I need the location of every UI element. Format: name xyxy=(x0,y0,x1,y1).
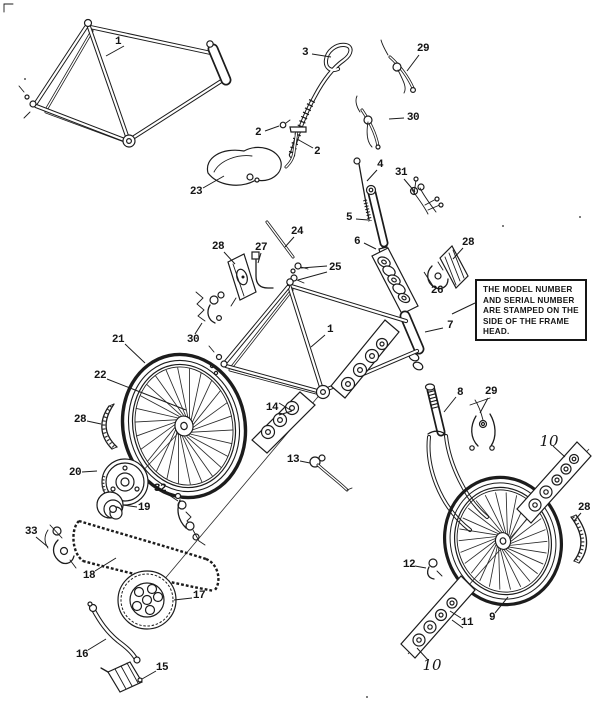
bearing-plate-head xyxy=(331,320,399,398)
callout-32-derailleur: 32 xyxy=(153,483,167,495)
callout-12-clamp: 12 xyxy=(402,559,416,571)
callout-16-crank: 16 xyxy=(75,649,89,661)
callout-7-head-tube: 7 xyxy=(446,320,454,332)
callout-24-rod: 24 xyxy=(290,226,304,238)
caliper-brake-29 xyxy=(470,398,495,450)
reflector-28-left xyxy=(228,254,256,306)
brake-part-30-left xyxy=(196,292,224,323)
note-line: THE MODEL NUMBER xyxy=(483,285,573,294)
clamp-33 xyxy=(45,525,76,568)
leader-lines xyxy=(36,46,581,679)
callout-21-tire: 21 xyxy=(111,334,125,346)
note-line: SIDE OF THE FRAME xyxy=(483,316,570,326)
callout-28-reflector-top: 28 xyxy=(461,237,475,249)
note-line: HEAD. xyxy=(483,327,510,337)
callout-22-spoke: 22 xyxy=(93,370,107,382)
model-number-note xyxy=(475,279,587,341)
callout-9-rim: 9 xyxy=(488,612,496,624)
callout-18-chain: 18 xyxy=(82,570,96,582)
callout-29-lever: 29 xyxy=(416,43,430,55)
rod-24 xyxy=(267,222,293,257)
callout-10-axle-upper: 10 xyxy=(539,432,559,450)
callout-1-frame: 1 xyxy=(114,36,122,48)
callout-6-wedge: 6 xyxy=(353,236,361,248)
head-tube-7 xyxy=(405,316,424,371)
callout-3-handlebar: 3 xyxy=(301,47,309,59)
callout-20-hub: 20 xyxy=(68,467,82,479)
pedal-15 xyxy=(101,662,142,692)
fender-strip-28-left xyxy=(102,404,117,449)
callout-25-screws: 25 xyxy=(328,262,342,274)
callout-1-frame-exploded: 1 xyxy=(326,324,334,336)
note-line: AND SERIAL NUMBER xyxy=(483,295,575,305)
handlebar xyxy=(289,45,350,158)
bracket-27 xyxy=(252,252,273,288)
callout-27-bracket: 27 xyxy=(254,242,268,254)
bearing-plate-14 xyxy=(252,392,315,453)
callout-30-part: 30 xyxy=(186,334,200,346)
callout-28-strip-left: 28 xyxy=(73,414,87,426)
callout-28-strip-right: 28 xyxy=(577,502,591,514)
callout-14-bearings: 14 xyxy=(265,402,279,414)
kickstand-13 xyxy=(310,455,352,490)
page-corner-mark xyxy=(4,4,13,12)
callout-15-pedal: 15 xyxy=(155,662,169,674)
callout-29-caliper: 29 xyxy=(484,386,498,398)
callout-31: 31 xyxy=(394,167,408,179)
sprocket-19 xyxy=(97,492,123,519)
callout-17-chainwheel: 17 xyxy=(192,590,206,602)
note-line: ARE STAMPED ON THE xyxy=(483,306,579,316)
callout-4-bolt: 4 xyxy=(376,159,384,171)
callout-23-saddle: 23 xyxy=(189,186,203,198)
callout-8-fork: 8 xyxy=(456,387,464,399)
chainwheel-17 xyxy=(118,571,176,629)
headset-bearings xyxy=(372,248,418,314)
reflector-28-top xyxy=(440,246,468,288)
callout-33-clamp: 33 xyxy=(24,526,38,538)
callout-30-lever: 30 xyxy=(406,112,420,124)
seat-bolt-2 xyxy=(280,122,286,128)
callout-19-sprocket: 19 xyxy=(137,502,151,514)
callout-13-kickstand: 13 xyxy=(286,454,300,466)
frame-main xyxy=(19,20,226,148)
brake-lever-30 xyxy=(356,96,380,149)
clamp-12 xyxy=(428,559,442,579)
callout-28-reflector-left: 28 xyxy=(211,241,225,253)
fender-strip-28-right xyxy=(571,515,587,563)
callout-5-stem: 5 xyxy=(345,212,353,224)
callout-26-bracket: 26 xyxy=(430,285,444,297)
callout-2-seatpost: 2 xyxy=(313,146,321,158)
caliper-assembly-31 xyxy=(411,177,444,214)
callout-10-axle-bottom: 10 xyxy=(422,656,442,674)
callout-2-bolt: 2 xyxy=(254,127,262,139)
derailleur-32 xyxy=(176,494,206,546)
callout-11-axle-lower: 11 xyxy=(460,617,474,629)
